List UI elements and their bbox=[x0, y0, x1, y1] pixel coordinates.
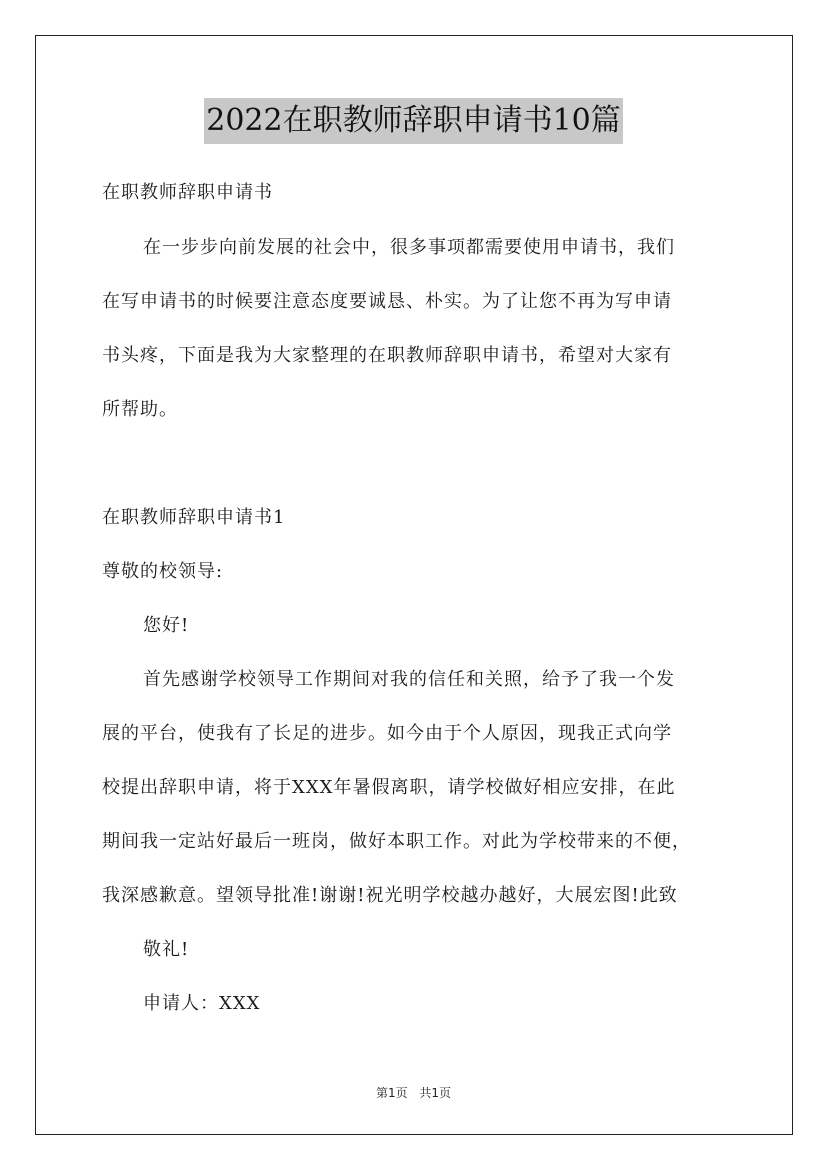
closing: 敬礼! bbox=[143, 939, 190, 960]
page-number: 第1页 bbox=[375, 1086, 408, 1100]
intro-line: 在一步步向前发展的社会中，很多事项都需要使用申请书，我们 bbox=[143, 237, 675, 258]
signature: 申请人：XXX bbox=[143, 993, 261, 1014]
title-container bbox=[0, 98, 827, 144]
body-line: 我深感歉意。望领导批准!谢谢!祝光明学校越办越好，大展宏图!此致 bbox=[102, 885, 678, 906]
greeting: 您好! bbox=[143, 615, 190, 636]
section-heading: 在职教师辞职申请书1 bbox=[102, 507, 286, 528]
intro-line: 所帮助。 bbox=[102, 399, 178, 420]
body-line: 首先感谢学校领导工作期间对我的信任和关照，给予了我一个发 bbox=[143, 669, 675, 690]
page-total: 共1页 bbox=[419, 1086, 452, 1100]
body-line: 展的平台，使我有了长足的进步。如今由于个人原因，现我正式向学 bbox=[102, 723, 672, 744]
subtitle: 在职教师辞职申请书 bbox=[102, 182, 273, 203]
page-footer bbox=[0, 1084, 827, 1101]
salutation: 尊敬的校领导: bbox=[102, 561, 224, 582]
document-title: 2022在职教师辞职申请书10篇 bbox=[204, 98, 623, 144]
body-line: 期间我一定站好最后一班岗，做好本职工作。对此为学校带来的不便， bbox=[102, 831, 691, 852]
intro-line: 在写申请书的时候要注意态度要诚恳、朴实。为了让您不再为写申请 bbox=[102, 291, 672, 312]
intro-line: 书头疼，下面是我为大家整理的在职教师辞职申请书，希望对大家有 bbox=[102, 345, 672, 366]
body-line: 校提出辞职申请，将于XXX年暑假离职，请学校做好相应安排，在此 bbox=[102, 777, 676, 798]
